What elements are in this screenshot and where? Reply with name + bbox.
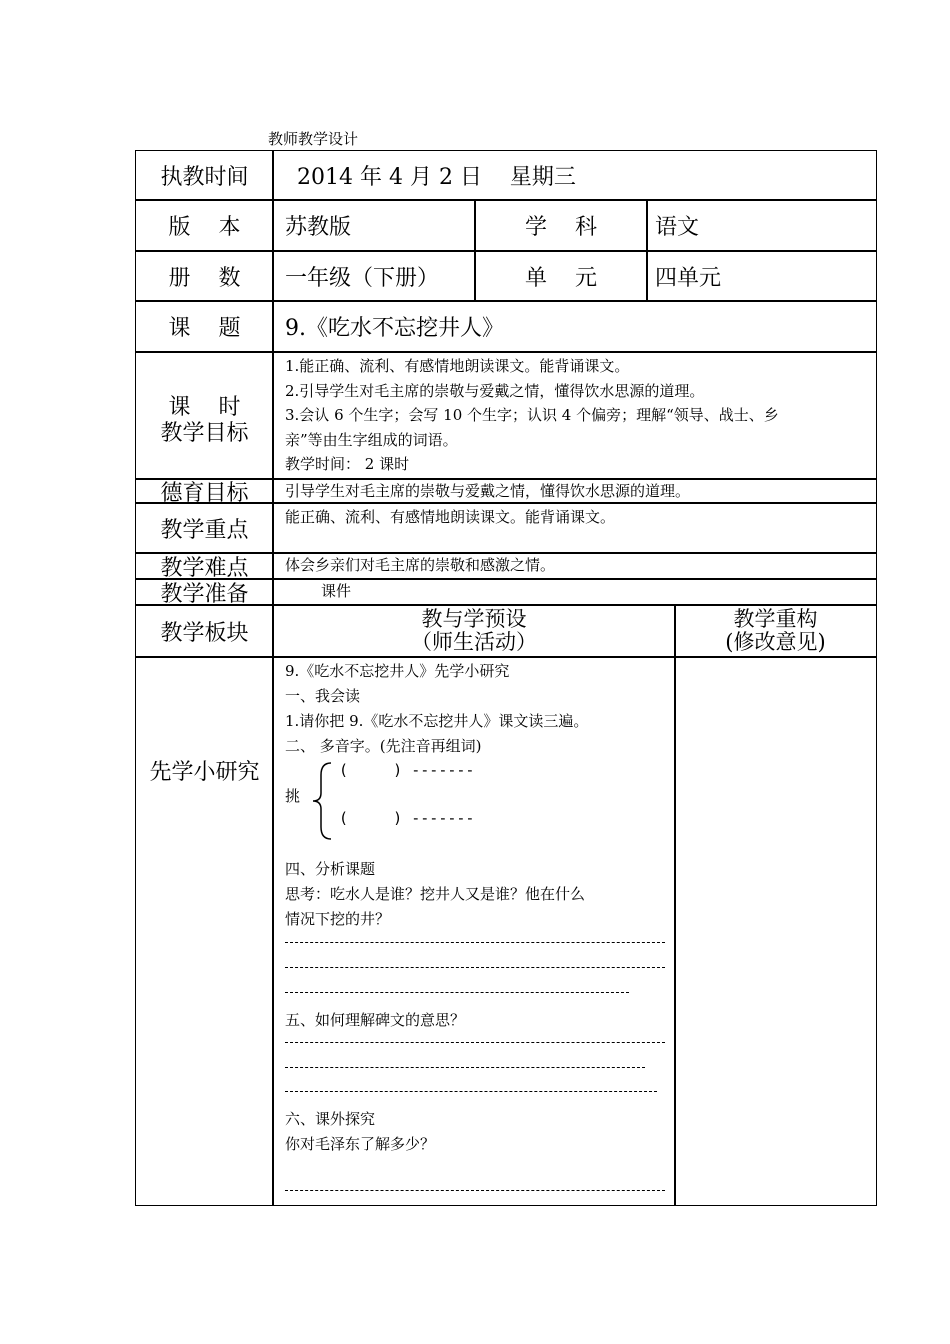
goal-line-1: 1.能正确、流利、有感情地朗读课文。能背诵课文。: [285, 357, 630, 375]
edition-label: 版 本: [135, 199, 274, 252]
prep-value: 课件: [272, 578, 877, 606]
plan-column-header: 教与学预设 （师生活动）: [272, 604, 676, 658]
moral-label: 德育目标: [135, 478, 274, 504]
answer-line[interactable]: [285, 1042, 665, 1043]
edition-value: 苏教版: [272, 199, 476, 252]
goals-label: 课 时 教学目标: [135, 351, 274, 480]
section-4-question-1: 思考：吃水人是谁？挖井人又是谁？他在什么: [285, 885, 586, 903]
answer-line[interactable]: [285, 942, 665, 943]
poly-char: 挑: [285, 787, 301, 805]
revision-column-header: 教学重构 (修改意见): [674, 604, 877, 658]
goal-line-4: 亲”等由生字组成的词语。: [285, 430, 458, 449]
subject-label: 学 科: [474, 199, 648, 252]
section-5-heading: 五、如何理解碑文的意思？: [285, 1011, 466, 1029]
research-label: 先学小研究: [135, 656, 274, 1206]
blocks-label: 教学板块: [135, 604, 274, 658]
answer-line[interactable]: [285, 1091, 657, 1092]
section-6-heading: 六、课外探究: [285, 1110, 376, 1128]
key-value: 能正确、流利、有感情地朗读课文。能背诵课文。: [272, 502, 877, 554]
goal-line-2: 2.引导学生对毛主席的崇敬与爱戴之情，懂得饮水思源的道理。: [285, 381, 705, 400]
brace-icon: [311, 761, 335, 841]
poly-reading-a[interactable]: ( ) -------: [339, 761, 475, 779]
difficulty-label: 教学难点: [135, 552, 274, 580]
lesson-title-value: 9.《吃水不忘挖井人》: [272, 300, 877, 353]
time-label: 执教时间: [135, 150, 274, 201]
revision-content[interactable]: [674, 656, 877, 1206]
research-content: [272, 656, 676, 1206]
section-4-heading: 四、分析课题: [285, 860, 376, 878]
answer-line[interactable]: [285, 992, 629, 993]
research-title: 9.《吃水不忘挖井人》先学小研究: [285, 662, 510, 680]
document-header: 教师教学设计: [268, 130, 359, 148]
teaching-time: 教学时间： 2 课时: [285, 455, 410, 473]
poly-reading-b[interactable]: ( ) -------: [339, 809, 475, 827]
difficulty-value: 体会乡亲们对毛主席的崇敬和感激之情。: [272, 552, 877, 580]
section-4-question-2: 情况下挖的井？: [285, 910, 391, 928]
lesson-title-label: 课 题: [135, 300, 274, 353]
key-label: 教学重点: [135, 502, 274, 554]
subject-value: 语文: [646, 199, 877, 252]
volume-value: 一年级（下册）: [272, 250, 476, 302]
answer-line[interactable]: [285, 1067, 645, 1068]
goal-line-3: 3.会认 6 个生字；会写 10 个生字；认识 4 个偏旁；理解“领导、战士、乡: [285, 406, 779, 424]
goals-content: [272, 351, 877, 480]
section-6-question: 你对毛泽东了解多少？: [285, 1135, 436, 1153]
unit-label: 单 元: [474, 250, 648, 302]
answer-line[interactable]: [285, 967, 665, 968]
section-2-heading: 二、 多音字。(先注音再组词): [285, 737, 482, 755]
section-1-item: 1.请你把 9.《吃水不忘挖井人》课文读三遍。: [285, 712, 589, 730]
moral-value: 引导学生对毛主席的崇敬与爱戴之情，懂得饮水思源的道理。: [272, 478, 877, 504]
section-1-heading: 一、我会读: [285, 687, 361, 705]
unit-value: 四单元: [646, 250, 877, 302]
volume-label: 册 数: [135, 250, 274, 302]
time-value: 2014 年 4 月 2 日 星期三: [272, 150, 877, 201]
prep-label: 教学准备: [135, 578, 274, 606]
answer-line[interactable]: [285, 1190, 665, 1191]
